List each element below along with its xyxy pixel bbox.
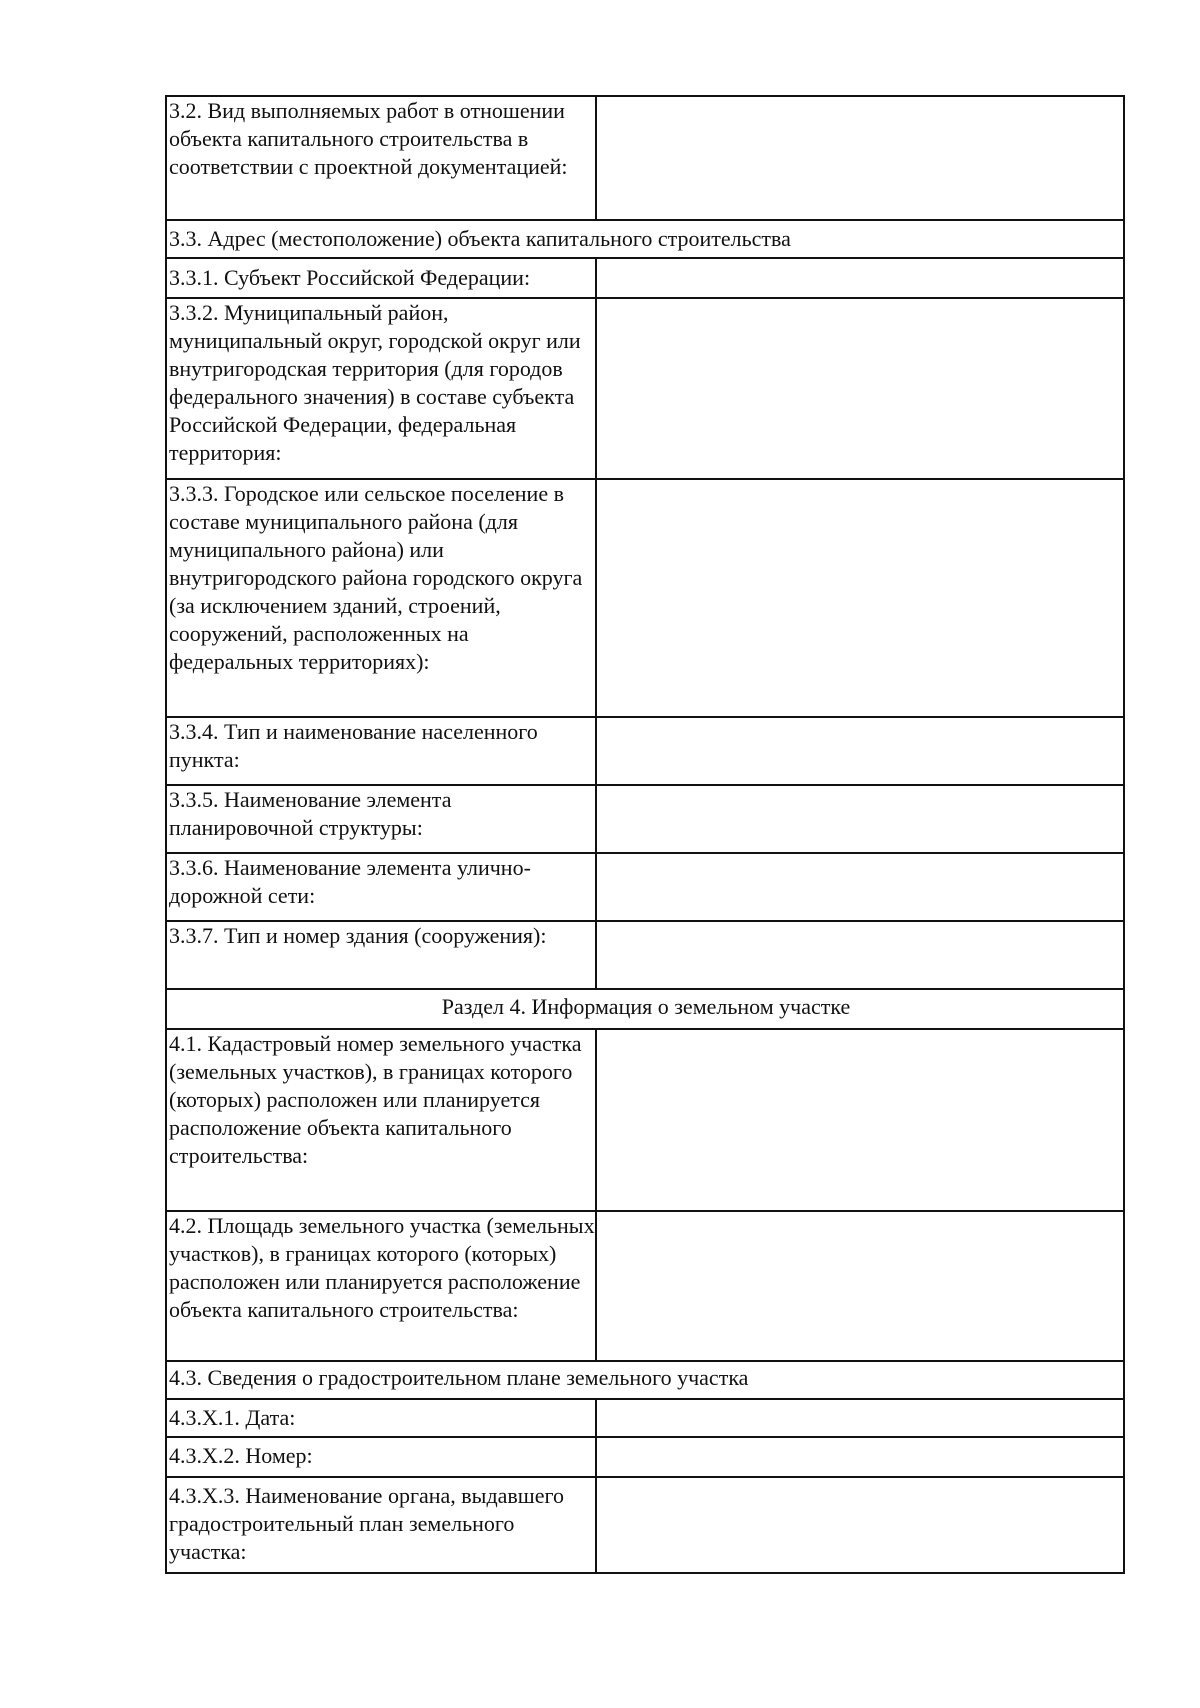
row-value-field[interactable] [596,785,1124,853]
row-heading: 4.3. Сведения о градостроительном плане земельного участка [166,1361,1124,1399]
row-label: 3.3.3. Городское или сельское поселение в составе муниципального района (для муниципального района) или внутригородского района городского округа (за исключением зданий, строений, сооружений, расположенных на федеральных территориях): [166,479,596,717]
row-value-field[interactable] [596,96,1124,220]
row-label: 4.3.Х.3. Наименование органа, выдавшего градостроительный план земельного участка: [166,1477,596,1573]
row-label: 4.1. Кадастровый номер земельного участка (земельных участков), в границах которого (которых) расположен или планируется расположение объекта капитального строительства: [166,1029,596,1211]
row-3-3-5 [166,785,1124,853]
row-value-field[interactable] [596,1399,1124,1437]
row-value-field[interactable] [596,921,1124,989]
row-value-field[interactable] [596,1477,1124,1573]
row-3-3-3 [166,479,1124,717]
row-value-field[interactable] [596,298,1124,479]
row-4-3-x-3 [166,1477,1124,1573]
row-value-field[interactable] [596,1211,1124,1361]
row-3-3-6 [166,853,1124,921]
row-3-3-heading [166,220,1124,258]
row-label: 3.3.2. Муниципальный район, муниципальный округ, городской округ или внутригородская территория (для городов федерального значения) в составе субъекта Российской Федерации, федеральная территория: [166,298,596,479]
row-section-4 [166,989,1124,1029]
row-value-field[interactable] [596,853,1124,921]
section-title: Раздел 4. Информация о земельном участке [166,989,1124,1029]
row-label: 4.3.Х.1. Дата: [166,1399,596,1437]
row-3-3-2 [166,298,1124,479]
row-3-3-7 [166,921,1124,989]
row-value-field[interactable] [596,479,1124,717]
row-4-3-heading [166,1361,1124,1399]
row-value-field[interactable] [596,1437,1124,1477]
row-label: 3.3.7. Тип и номер здания (сооружения): [166,921,596,989]
row-3-2 [166,96,1124,220]
row-4-2 [166,1211,1124,1361]
row-4-3-x-1 [166,1399,1124,1437]
row-label: 3.3.4. Тип и наименование населенного пункта: [166,717,596,785]
row-label: 4.2. Площадь земельного участка (земельных участков), в границах которого (которых) расположен или планируется расположение объекта капитального строительства: [166,1211,596,1361]
row-3-3-4 [166,717,1124,785]
row-3-3-1 [166,258,1124,298]
form-table [165,95,1125,1574]
row-heading: 3.3. Адрес (местоположение) объекта капитального строительства [166,220,1124,258]
row-label: 4.3.Х.2. Номер: [166,1437,596,1477]
row-value-field[interactable] [596,1029,1124,1211]
row-label: 3.3.5. Наименование элемента планировочной структуры: [166,785,596,853]
row-label: 3.3.1. Субъект Российской Федерации: [166,258,596,298]
row-label: 3.3.6. Наименование элемента улично-дорожной сети: [166,853,596,921]
row-label: 3.2. Вид выполняемых работ в отношении объекта капитального строительства в соответствии с проектной документацией: [166,96,596,220]
row-value-field[interactable] [596,258,1124,298]
row-4-1 [166,1029,1124,1211]
row-value-field[interactable] [596,717,1124,785]
row-4-3-x-2 [166,1437,1124,1477]
